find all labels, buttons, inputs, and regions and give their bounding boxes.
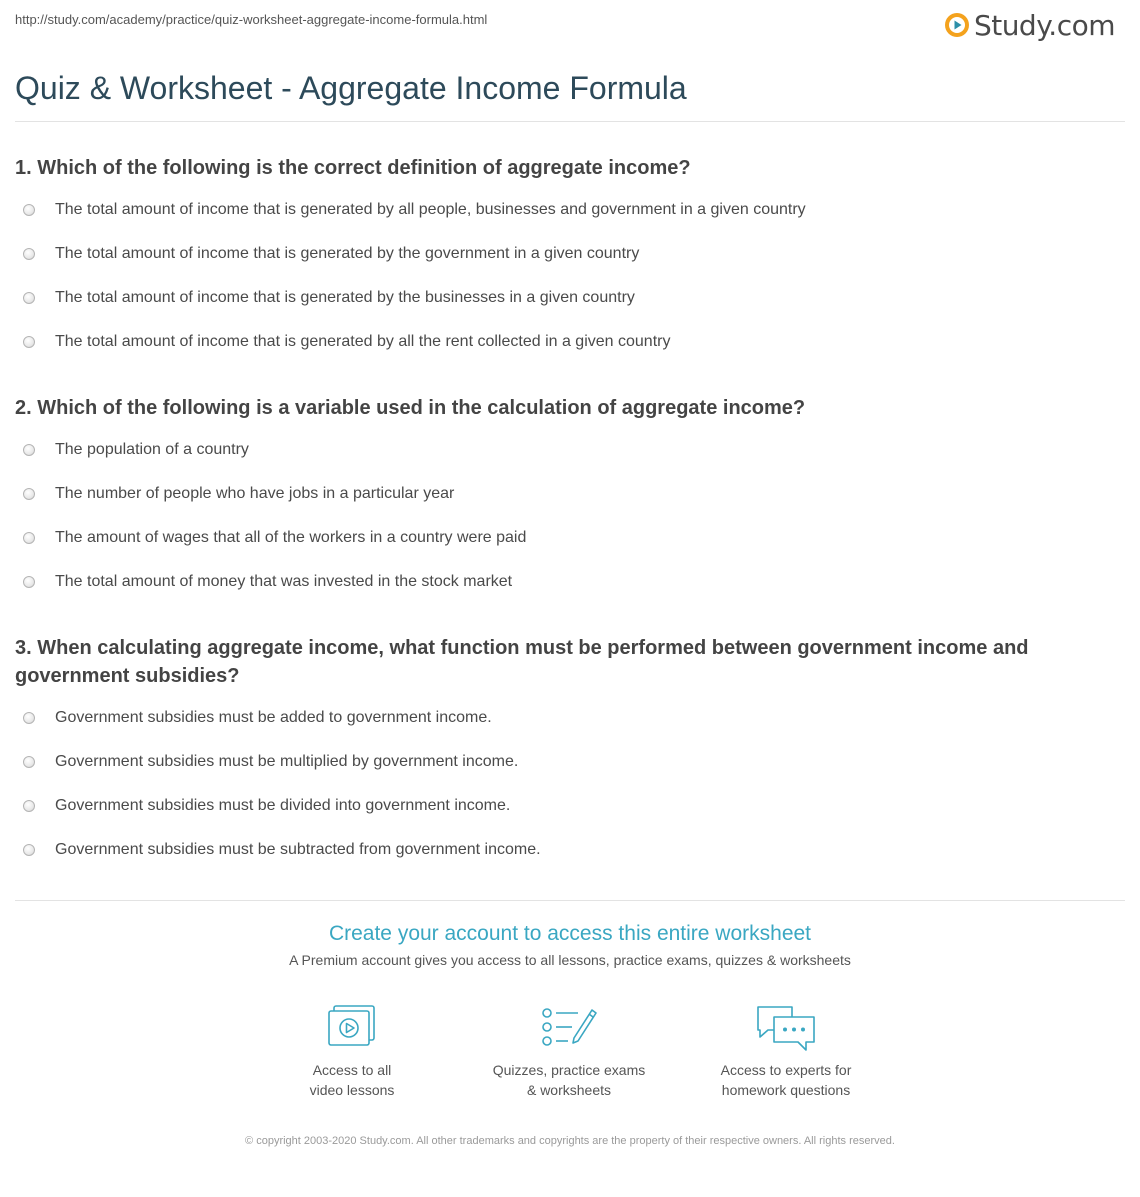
radio-button[interactable] xyxy=(23,532,35,544)
question-3 xyxy=(15,634,1125,880)
answer-option[interactable] xyxy=(15,328,1125,372)
logo-text: Study.com xyxy=(973,8,1115,42)
answer-option[interactable] xyxy=(15,240,1125,284)
feature-quizzes xyxy=(469,1004,669,1100)
radio-button[interactable] xyxy=(23,336,35,348)
radio-button[interactable] xyxy=(23,248,35,260)
copyright-text: © copyright 2003-2020 Study.com. All other trademarks and copyrights are the property of their respective owners. All rights reserved. xyxy=(245,1135,895,1147)
option-label: The total amount of income that is generated by all people, businesses and government in a given country xyxy=(55,201,806,218)
radio-button[interactable] xyxy=(23,800,35,812)
radio-button[interactable] xyxy=(23,204,35,216)
option-label: Government subsidies must be multiplied by government income. xyxy=(55,753,519,770)
radio-button[interactable] xyxy=(23,844,35,856)
question-text: 2. Which of the following is a variable used in the calculation of aggregate income? xyxy=(15,397,806,419)
cta-divider xyxy=(15,900,1125,901)
answer-option[interactable] xyxy=(15,748,1125,792)
answer-option[interactable] xyxy=(15,524,1125,568)
option-label: The total amount of money that was invested in the stock market xyxy=(55,573,513,590)
radio-button[interactable] xyxy=(23,444,35,456)
page-url: http://study.com/academy/practice/quiz-worksheet-aggregate-income-formula.html xyxy=(15,12,488,27)
question-text: 3. When calculating aggregate income, what function must be performed between government income and government subsidies? xyxy=(15,637,1029,687)
top-bar xyxy=(15,0,1125,50)
answer-option[interactable] xyxy=(15,284,1125,328)
radio-button[interactable] xyxy=(23,712,35,724)
chat-bubbles-icon xyxy=(754,1004,818,1054)
radio-button[interactable] xyxy=(23,488,35,500)
option-label: The total amount of income that is generated by the businesses in a given country xyxy=(55,289,635,306)
option-label: The population of a country xyxy=(55,441,249,458)
radio-button[interactable] xyxy=(23,756,35,768)
option-label: The number of people who have jobs in a particular year xyxy=(55,485,455,502)
answer-option[interactable] xyxy=(15,792,1125,836)
page-title: Quiz & Worksheet - Aggregate Income Formula xyxy=(15,70,687,106)
question-1 xyxy=(15,154,1125,372)
radio-button[interactable] xyxy=(23,576,35,588)
feature-label-line1: Access to all xyxy=(312,1062,392,1078)
question-2 xyxy=(15,394,1125,612)
option-label: The total amount of income that is generated by the government in a given country xyxy=(55,245,640,262)
play-circle-icon xyxy=(944,12,970,38)
quiz-checklist-icon xyxy=(540,1004,598,1050)
answer-option[interactable] xyxy=(15,196,1125,240)
answer-option[interactable] xyxy=(15,436,1125,480)
video-lessons-icon xyxy=(325,1004,379,1050)
feature-label-line1: Quizzes, practice exams xyxy=(492,1062,646,1078)
radio-button[interactable] xyxy=(23,292,35,304)
feature-label-line2: & worksheets xyxy=(526,1082,612,1098)
cta-subtitle: A Premium account gives you access to all lessons, practice exams, quizzes & worksheets xyxy=(289,952,851,968)
option-label: Government subsidies must be added to government income. xyxy=(55,709,492,726)
answer-option[interactable] xyxy=(15,836,1125,880)
title-divider xyxy=(15,121,1125,122)
feature-video-lessons xyxy=(252,1004,452,1100)
option-label: Government subsidies must be divided into government income. xyxy=(55,797,511,814)
study-com-logo[interactable] xyxy=(944,8,1115,42)
answer-option[interactable] xyxy=(15,480,1125,524)
option-label: The total amount of income that is generated by all the rent collected in a given country xyxy=(55,333,671,350)
account-cta xyxy=(0,922,1140,968)
feature-label-line2: homework questions xyxy=(721,1082,851,1098)
answer-option[interactable] xyxy=(15,704,1125,748)
quiz-questions xyxy=(15,150,1125,902)
feature-label-line2: video lessons xyxy=(309,1082,395,1098)
cta-title-link[interactable]: Create your account to access this entire worksheet xyxy=(328,922,812,945)
option-label: The amount of wages that all of the workers in a country were paid xyxy=(55,529,527,546)
question-text: 1. Which of the following is the correct definition of aggregate income? xyxy=(15,157,691,179)
option-label: Government subsidies must be subtracted from government income. xyxy=(55,841,541,858)
feature-label-line1: Access to experts for xyxy=(720,1062,852,1078)
answer-option[interactable] xyxy=(15,568,1125,612)
feature-experts xyxy=(686,1004,886,1100)
